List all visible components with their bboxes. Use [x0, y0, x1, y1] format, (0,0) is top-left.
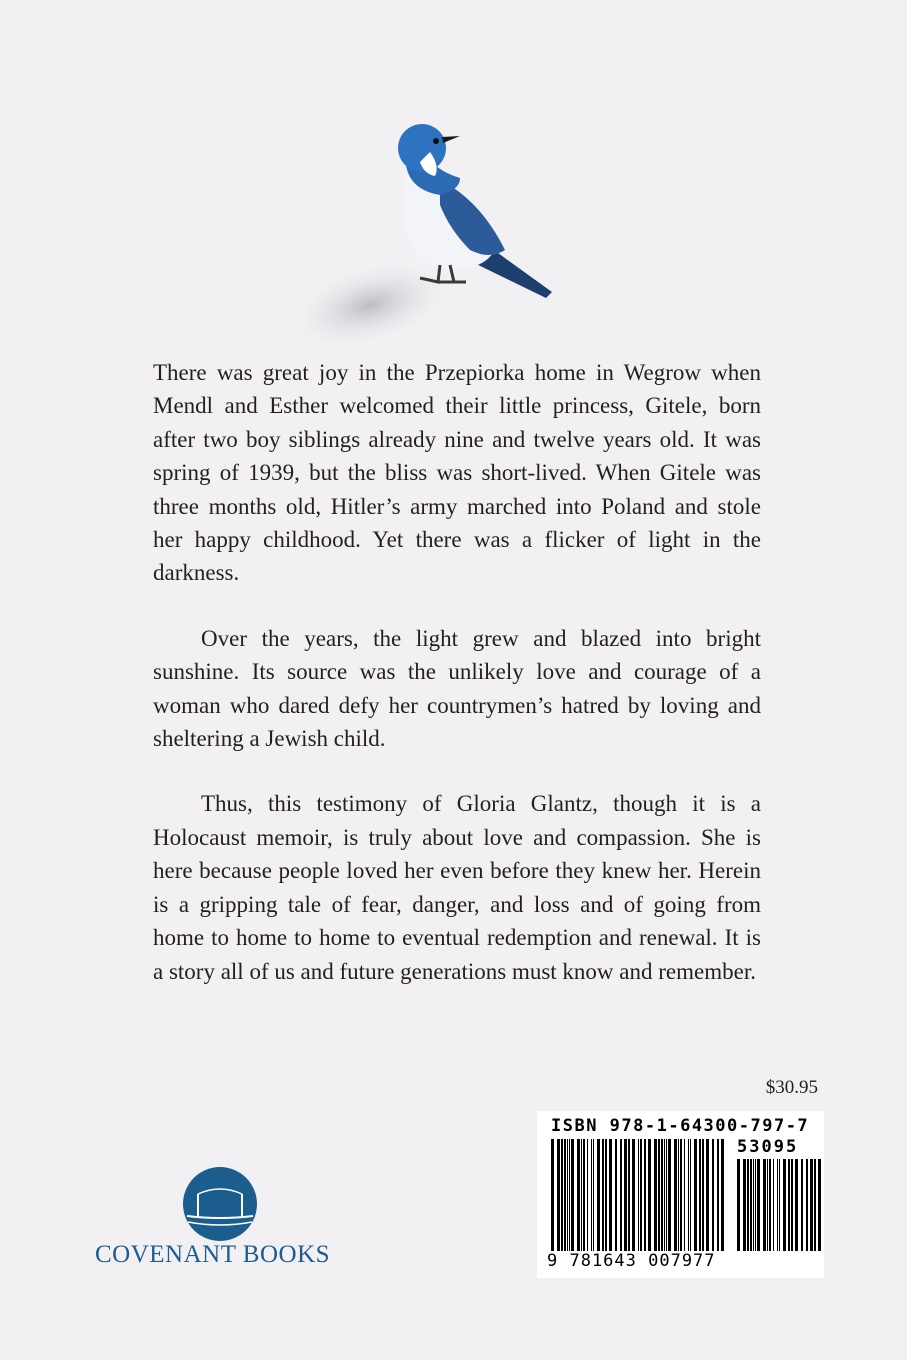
- barcode-bar: [788, 1159, 790, 1251]
- barcode-bar: [694, 1139, 697, 1251]
- barcode-bar: [577, 1139, 580, 1251]
- barcode-bar: [706, 1139, 709, 1251]
- barcode-bar: [769, 1159, 771, 1251]
- barcode-bar: [666, 1139, 667, 1251]
- barcode-bar: [743, 1159, 746, 1251]
- barcode-bar: [783, 1159, 786, 1251]
- barcode-bar: [814, 1159, 816, 1251]
- barcode-addon-digits: 53095: [737, 1137, 799, 1157]
- barcode-bar: [678, 1139, 679, 1251]
- barcode-bar: [763, 1159, 766, 1251]
- barcode-bar: [561, 1139, 563, 1251]
- barcode-bar: [624, 1139, 627, 1251]
- barcode-bar: [661, 1139, 663, 1251]
- barcode-bar: [767, 1159, 768, 1251]
- barcode-bar: [791, 1159, 793, 1251]
- barcode-bar: [688, 1139, 689, 1251]
- barcode-bar: [551, 1139, 554, 1251]
- barcode-bar: [571, 1139, 574, 1251]
- barcode-bar: [810, 1159, 813, 1251]
- barcode-bar: [648, 1139, 651, 1251]
- price-label: $30.95: [765, 1077, 818, 1098]
- publisher-name: COVENANT BOOKS: [95, 1241, 331, 1268]
- barcode-bar: [795, 1159, 798, 1251]
- barcode-bar: [569, 1139, 570, 1251]
- barcode-bar: [680, 1139, 682, 1251]
- barcode-bar: [806, 1159, 808, 1251]
- isbn-number: ISBN 978-1-64300-797-7: [551, 1116, 810, 1136]
- barcode-bar: [581, 1139, 582, 1251]
- barcode-bar: [644, 1139, 646, 1251]
- barcode-bar: [557, 1139, 560, 1251]
- barcode-bar: [654, 1139, 657, 1251]
- barcode-bar: [564, 1139, 566, 1251]
- barcode-bar: [818, 1159, 821, 1251]
- bird-illustration: [290, 110, 570, 370]
- back-cover-blurb: [153, 356, 761, 1020]
- barcode-bar: [753, 1159, 754, 1251]
- barcode-bar: [593, 1139, 594, 1251]
- barcode-bar: [668, 1139, 671, 1251]
- barcode-bar: [757, 1159, 760, 1251]
- isbn-barcode: [537, 1111, 824, 1278]
- barcode-bar: [615, 1139, 617, 1251]
- barcode-bar: [591, 1139, 592, 1251]
- barcode-bar: [773, 1159, 774, 1251]
- barcode-bar: [620, 1139, 622, 1251]
- barcode-bar: [699, 1139, 701, 1251]
- barcode-bar: [597, 1139, 600, 1251]
- barcode-bar: [587, 1139, 588, 1251]
- barcode-bar: [628, 1139, 630, 1251]
- barcode-bar: [602, 1139, 604, 1251]
- barcode-bar: [717, 1139, 719, 1251]
- blurb-paragraph-1: There was great joy in the Przepiorka home in Wegrow when Mendl and Esther welcomed their little princess, Gitele, born after two boy siblings already nine and twelve years old. It was spring of 1939, but the bliss was short-lived. When Gitele was three months old, Hitler’s army marched into Poland and stole her happy childhood. Yet there was a flicker of light in the darkness.: [153, 360, 761, 586]
- blurb-paragraph-2: Over the years, the light grew and blazed into bright sunshine. Its source was the unlikely love and courage of a woman who dared defy her countrymen’s hatred by loving and sheltering a Jewish child.: [153, 625, 761, 752]
- barcode-bar: [755, 1159, 756, 1251]
- ean-digits: 9 781643 007977: [547, 1251, 716, 1271]
- barcode-bar: [605, 1139, 607, 1251]
- barcode-bar: [702, 1139, 704, 1251]
- barcode-bar: [567, 1139, 568, 1251]
- barcode-bar: [690, 1139, 691, 1251]
- blue-bird-icon: [290, 110, 570, 370]
- barcode-bar: [664, 1139, 665, 1251]
- blurb-paragraph-3: Thus, this testimony of Gloria Glantz, though it is a Holocaust memoir, is truly about love and compassion. She is here because people loved her even before they knew her. Herein is a gripping tale of fear, danger, and loss and of going from home to home to home to eventual redemption and renewal. It is a story all of us and future generations must know and remember.: [153, 791, 761, 984]
- barcode-bar: [583, 1139, 585, 1251]
- barcode-bar: [779, 1159, 780, 1251]
- barcode-bar: [777, 1159, 778, 1251]
- barcode-bar: [638, 1139, 639, 1251]
- barcode-bar: [747, 1159, 749, 1251]
- barcode-bar: [721, 1139, 724, 1251]
- barcode-bar: [712, 1139, 714, 1251]
- barcode-bar: [674, 1139, 677, 1251]
- barcode-bar: [640, 1139, 642, 1251]
- barcode-bar: [737, 1159, 740, 1251]
- barcode-bar: [684, 1139, 685, 1251]
- barcode-bar: [632, 1139, 635, 1251]
- barcode-bar: [658, 1139, 660, 1251]
- barcode-bar: [750, 1159, 752, 1251]
- barcode-bar: [609, 1139, 612, 1251]
- barcode-bar: [801, 1159, 803, 1251]
